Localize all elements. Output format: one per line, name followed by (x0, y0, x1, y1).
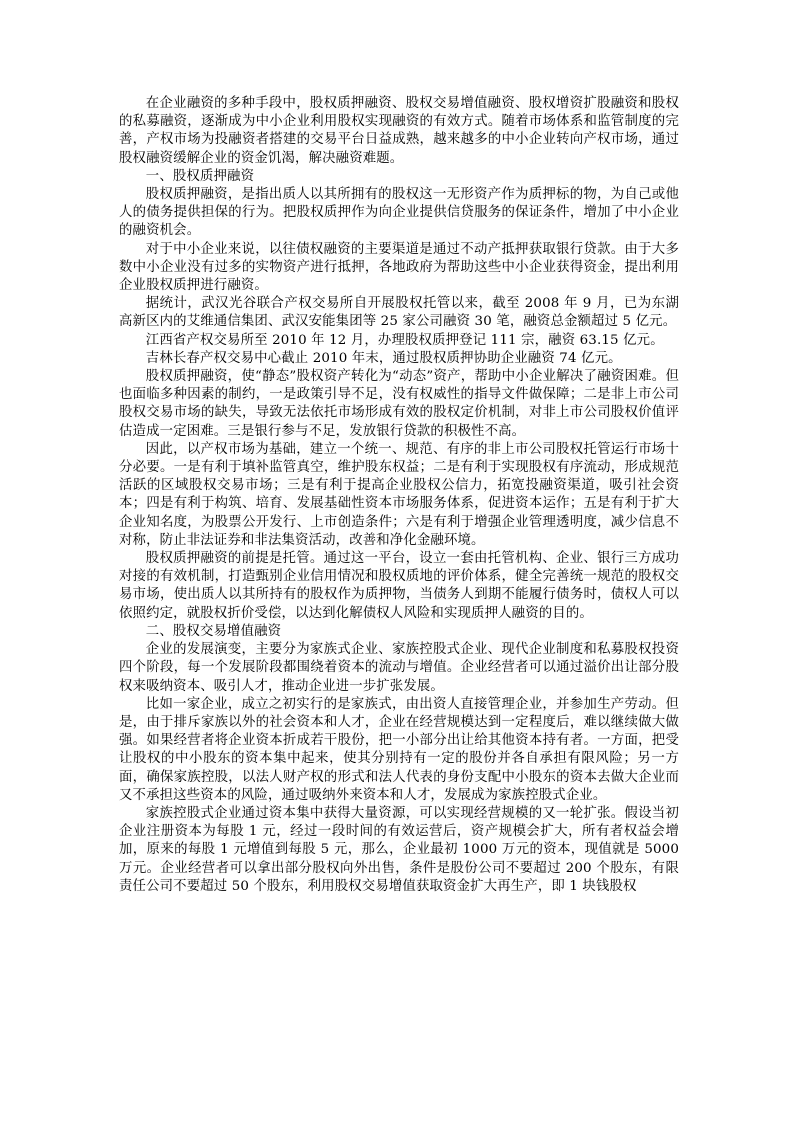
paragraph: 对于中小企业来说，以往债权融资的主要渠道是通过不动产抵押获取银行贷款。由于大多数中小企业没有过多的实物资产进行抵押，各地政府为帮助这些中小企业获得资金，提出利用企业股权质押进行融资。 (119, 241, 679, 294)
paragraph: 企业的发展演变，主要分为家族式企业、家族控股式企业、现代企业制度和私募股权投资四个阶段，每一个发展阶段都围绕着资本的流动与增值。企业经营者可以通过溢价出让部分股权来吸纳资本、吸引人才，推动企业进一步扩张发展。 (119, 642, 679, 694)
paragraph: 股权质押融资，是指出质人以其所拥有的股权这一无形资产作为质押标的物，为自己或他人的债务提供担保的行为。把股权质押作为向企业提供信贷服务的保证条件，增加了中小企业的融资机会。 (119, 187, 679, 239)
document-page (119, 95, 679, 896)
paragraph: 比如一家企业，成立之初实行的是家族式，由出资人直接管理企业，并参加生产劳动。但是，由于排斥家族以外的社会资本和人才，企业在经营规模达到一定程度后，难以继续做大做强。如果经营者将企业资本折成若干股份，把一小部分出让给其他资本持有者。一方面，把受让股权的中小股东的资本集中起来，使其分别持有一定的股份并各自承担有限风险；另一方面，确保家族控股，以法人财产权的形式和法人代表的身份支配中小股东的资本去做大企业而又不承担这些资本的风险，通过吸纳外来资本和人才，发展成为家族控股式企业。 (119, 696, 679, 803)
paragraph: 股权质押融资的前提是托管。通过这一平台，设立一套由托管机构、企业、银行三方成功对接的有效机制，打造甄别企业信用情况和股权质地的评价体系，健全完善统一规范的股权交易市场，使出质人以其所持有的股权作为质押物，当债务人到期不能履行债务时，债权人可以依照约定，就股权折价受偿，以达到化解债权人风险和实现质押人融资的目的。 (119, 551, 679, 621)
intro-paragraph: 在企业融资的多种手段中，股权质押融资、股权交易增值融资、股权增资扩股融资和股权的私募融资，逐渐成为中小企业利用股权实现融资的有效方式。随着市场体系和监管制度的完善，产权市场为投融资者搭建的交易平台日益成熟，越来越多的中小企业转向产权市场，通过股权融资缓解企业的资金饥渴，解决融资难题。 (119, 96, 679, 166)
paragraph: 因此，以产权市场为基础，建立一个统一、规范、有序的非上市公司股权托管运行市场十分必要。一是有利于填补监管真空，维护股东权益；二是有利于实现股权有序流动，形成规范活跃的区域股权交易市场；三是有利于提高企业股权公信力，拓宽投融资渠道，吸引社会资本；四是有利于构筑、培育、发展基础性资本市场服务体系，促进资本运作；五是有利于扩大企业知名度，为股票公开发行、上市创造条件；六是有利于增强企业管理透明度，减少信息不对称，防止非法证券和非法集资活动，改善和净化金融环境。 (119, 441, 679, 548)
paragraph: 家族控股式企业通过资本集中获得大量资源，可以实现经营规模的又一轮扩张。假设当初企业注册资本为每股 1 元，经过一段时间的有效运营后，资产规模会扩大，所有者权益会增加，原来的每股 1 元增值到每股 5 元，那么，企业最初 1000 万元的资本，现值就是 5000 万元。企业经营者可以拿出部分股权向外出售，条件是股份公司不要超过 200 个股东，有限责任公司不要超过 50 个股东，利用股权交易增值获取资金扩大再生产，即 1 块钱股权 (119, 805, 679, 894)
section-heading-equity-pledge: 一、股权质押融资 (145, 168, 255, 184)
paragraph: 股权质押融资，使“静态”股权资产转化为“动态”资产，帮助中小企业解决了融资困难。但也面临多种因素的制约，一是政策引导不足，没有权威性的指导文件做保障；二是非上市公司股权交易市场的缺失，导致无法依托市场形成有效的股权定价机制，对非上市公司股权价值评估造成一定困难。三是银行参与不足，发放银行贷款的积极性不高。 (119, 369, 679, 439)
paragraph: 吉林长春产权交易中心截止 2010 年末，通过股权质押协助企业融资 74 亿元。 (145, 350, 622, 366)
paragraph: 据统计，武汉光谷联合产权交易所自开展股权托管以来，截至 2008 年 9 月，已为东湖高新区内的艾维通信集团、武汉安能集团等 25 家公司融资 30 笔，融资总金额超过 5 亿元。 (119, 296, 679, 330)
section-heading-equity-trading: 二、股权交易增值融资 (145, 623, 282, 639)
paragraph: 江西省产权交易所至 2010 年 12 月，办理股权质押登记 111 宗，融资 63.15 亿元。 (145, 332, 664, 348)
